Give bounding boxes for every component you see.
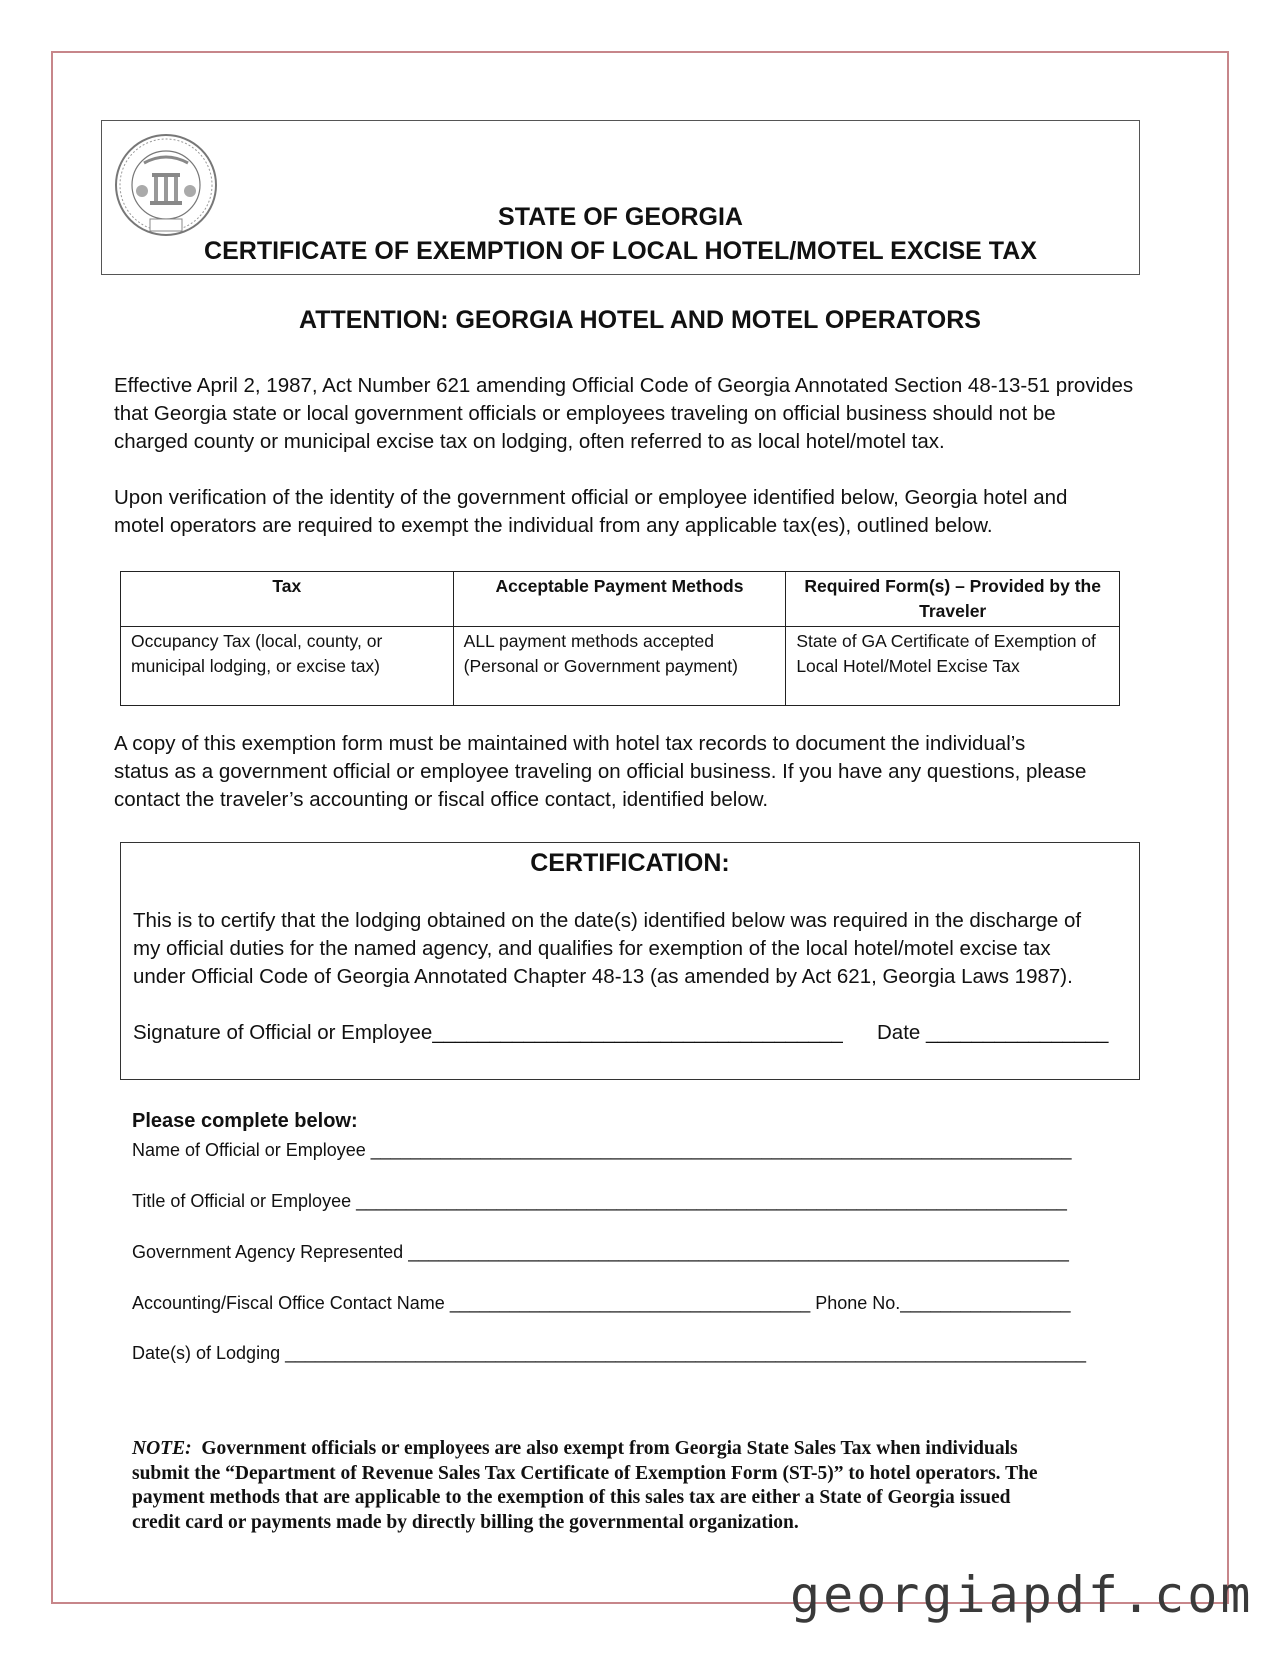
text-line: that Georgia state or local government officials or employees traveling on official business should not be — [114, 402, 1056, 425]
certification-title: CERTIFICATION: — [530, 849, 730, 877]
agency-line[interactable]: __________________________________________________________________ — [408, 1242, 1069, 1262]
column-header-payment-methods: Acceptable Payment Methods — [453, 572, 786, 627]
text-line: Government officials or employees are also exempt from Georgia State Sales Tax when individuals — [201, 1438, 1018, 1459]
sales-tax-note — [132, 1437, 1132, 1535]
date-field[interactable] — [877, 1021, 1108, 1045]
signature-line[interactable]: ____________________________________ — [432, 1021, 843, 1044]
complete-below-heading: Please complete below: — [132, 1110, 358, 1132]
records-paragraph — [114, 730, 1194, 814]
name-line[interactable]: ______________________________________________________________________ — [370, 1140, 1072, 1160]
phone-label: Phone No. — [815, 1293, 901, 1313]
attention-heading: ATTENTION: GEORGIA HOTEL AND MOTEL OPERATORS — [299, 306, 981, 334]
signature-label: Signature of Official or Employee — [133, 1021, 433, 1044]
page-border — [51, 51, 1229, 1604]
column-header-required-forms: Required Form(s) – Provided by the Traveler — [786, 572, 1120, 627]
contact-field[interactable] — [132, 1293, 1070, 1314]
agency-field[interactable] — [132, 1242, 1069, 1263]
title-field[interactable] — [132, 1191, 1067, 1212]
date-line[interactable]: ________________ — [926, 1021, 1109, 1044]
agency-label: Government Agency Represented — [132, 1242, 404, 1262]
text-line: Effective April 2, 1987, Act Number 621 amending Official Code of Georgia Annotated Section 48-13-51 provides — [114, 374, 1134, 397]
state-name: STATE OF GEORGIA — [498, 203, 743, 231]
text-line: A copy of this exemption form must be maintained with hotel tax records to document the individual’s — [114, 732, 1026, 755]
text-line: my official duties for the named agency, and qualifies for exemption of the local hotel/motel excise tax — [133, 937, 1051, 960]
text-line: motel operators are required to exempt the individual from any applicable tax(es), outlined below. — [114, 514, 993, 537]
text-line: submit the “Department of Revenue Sales Tax Certificate of Exemption Form (ST-5)” to hotel operators. The — [132, 1462, 1038, 1484]
form-header — [101, 120, 1140, 275]
text-line: under Official Code of Georgia Annotated Chapter 48-13 (as amended by Act 621, Georgia Laws 1987). — [133, 965, 1073, 988]
watermark: georgiapdf.com — [790, 1566, 1254, 1624]
table-cell: ALL payment methods accepted (Personal or Government payment) — [453, 627, 786, 706]
certification-box — [120, 842, 1140, 1080]
date-label: Date — [877, 1021, 921, 1044]
text-line: charged county or municipal excise tax on lodging, often referred to as local hotel/motel tax. — [114, 430, 945, 453]
table-cell: Occupancy Tax (local, county, or municipal lodging, or excise tax) — [121, 627, 454, 706]
text-line: payment methods that are applicable to the exemption of this sales tax are either a State of Georgia issued — [132, 1487, 1011, 1508]
phone-line[interactable]: _________________ — [900, 1293, 1071, 1313]
text-line: This is to certify that the lodging obtained on the date(s) identified below was required in the discharge of — [133, 909, 1082, 932]
contact-label: Accounting/Fiscal Office Contact Name — [132, 1293, 445, 1313]
title-label: Title of Official or Employee — [132, 1191, 352, 1211]
table-cell: State of GA Certificate of Exemption of Local Hotel/Motel Excise Tax — [786, 627, 1120, 706]
dates-label: Date(s) of Lodging — [132, 1343, 281, 1363]
text-line: contact the traveler’s accounting or fiscal office contact, identified below. — [114, 788, 769, 811]
column-header-tax: Tax — [121, 572, 454, 627]
text-line: status as a government official or employee traveling on official business. If you have any questions, please — [114, 760, 1087, 783]
text-line: credit card or payments made by directly billing the governmental organization. — [132, 1511, 799, 1533]
certification-text — [133, 907, 1133, 991]
verification-paragraph — [114, 484, 1194, 540]
contact-line[interactable]: ____________________________________ — [449, 1293, 811, 1313]
signature-field[interactable] — [133, 1021, 843, 1045]
dates-line[interactable]: ________________________________________________________________________________ — [285, 1343, 1086, 1363]
dates-of-lodging-field[interactable] — [132, 1343, 1086, 1364]
title-line[interactable]: _______________________________________________________________________ — [356, 1191, 1067, 1211]
intro-paragraph — [114, 372, 1194, 456]
tax-table — [120, 571, 1120, 706]
table-row — [121, 627, 1120, 706]
note-label: NOTE: — [132, 1438, 192, 1459]
table-header-row — [121, 572, 1120, 627]
text-line: Upon verification of the identity of the government official or employee identified below, Georgia hotel and — [114, 486, 1068, 509]
name-field[interactable] — [132, 1140, 1072, 1161]
name-label: Name of Official or Employee — [132, 1140, 366, 1160]
form-title: CERTIFICATE OF EXEMPTION OF LOCAL HOTEL/MOTEL EXCISE TAX — [204, 237, 1037, 265]
